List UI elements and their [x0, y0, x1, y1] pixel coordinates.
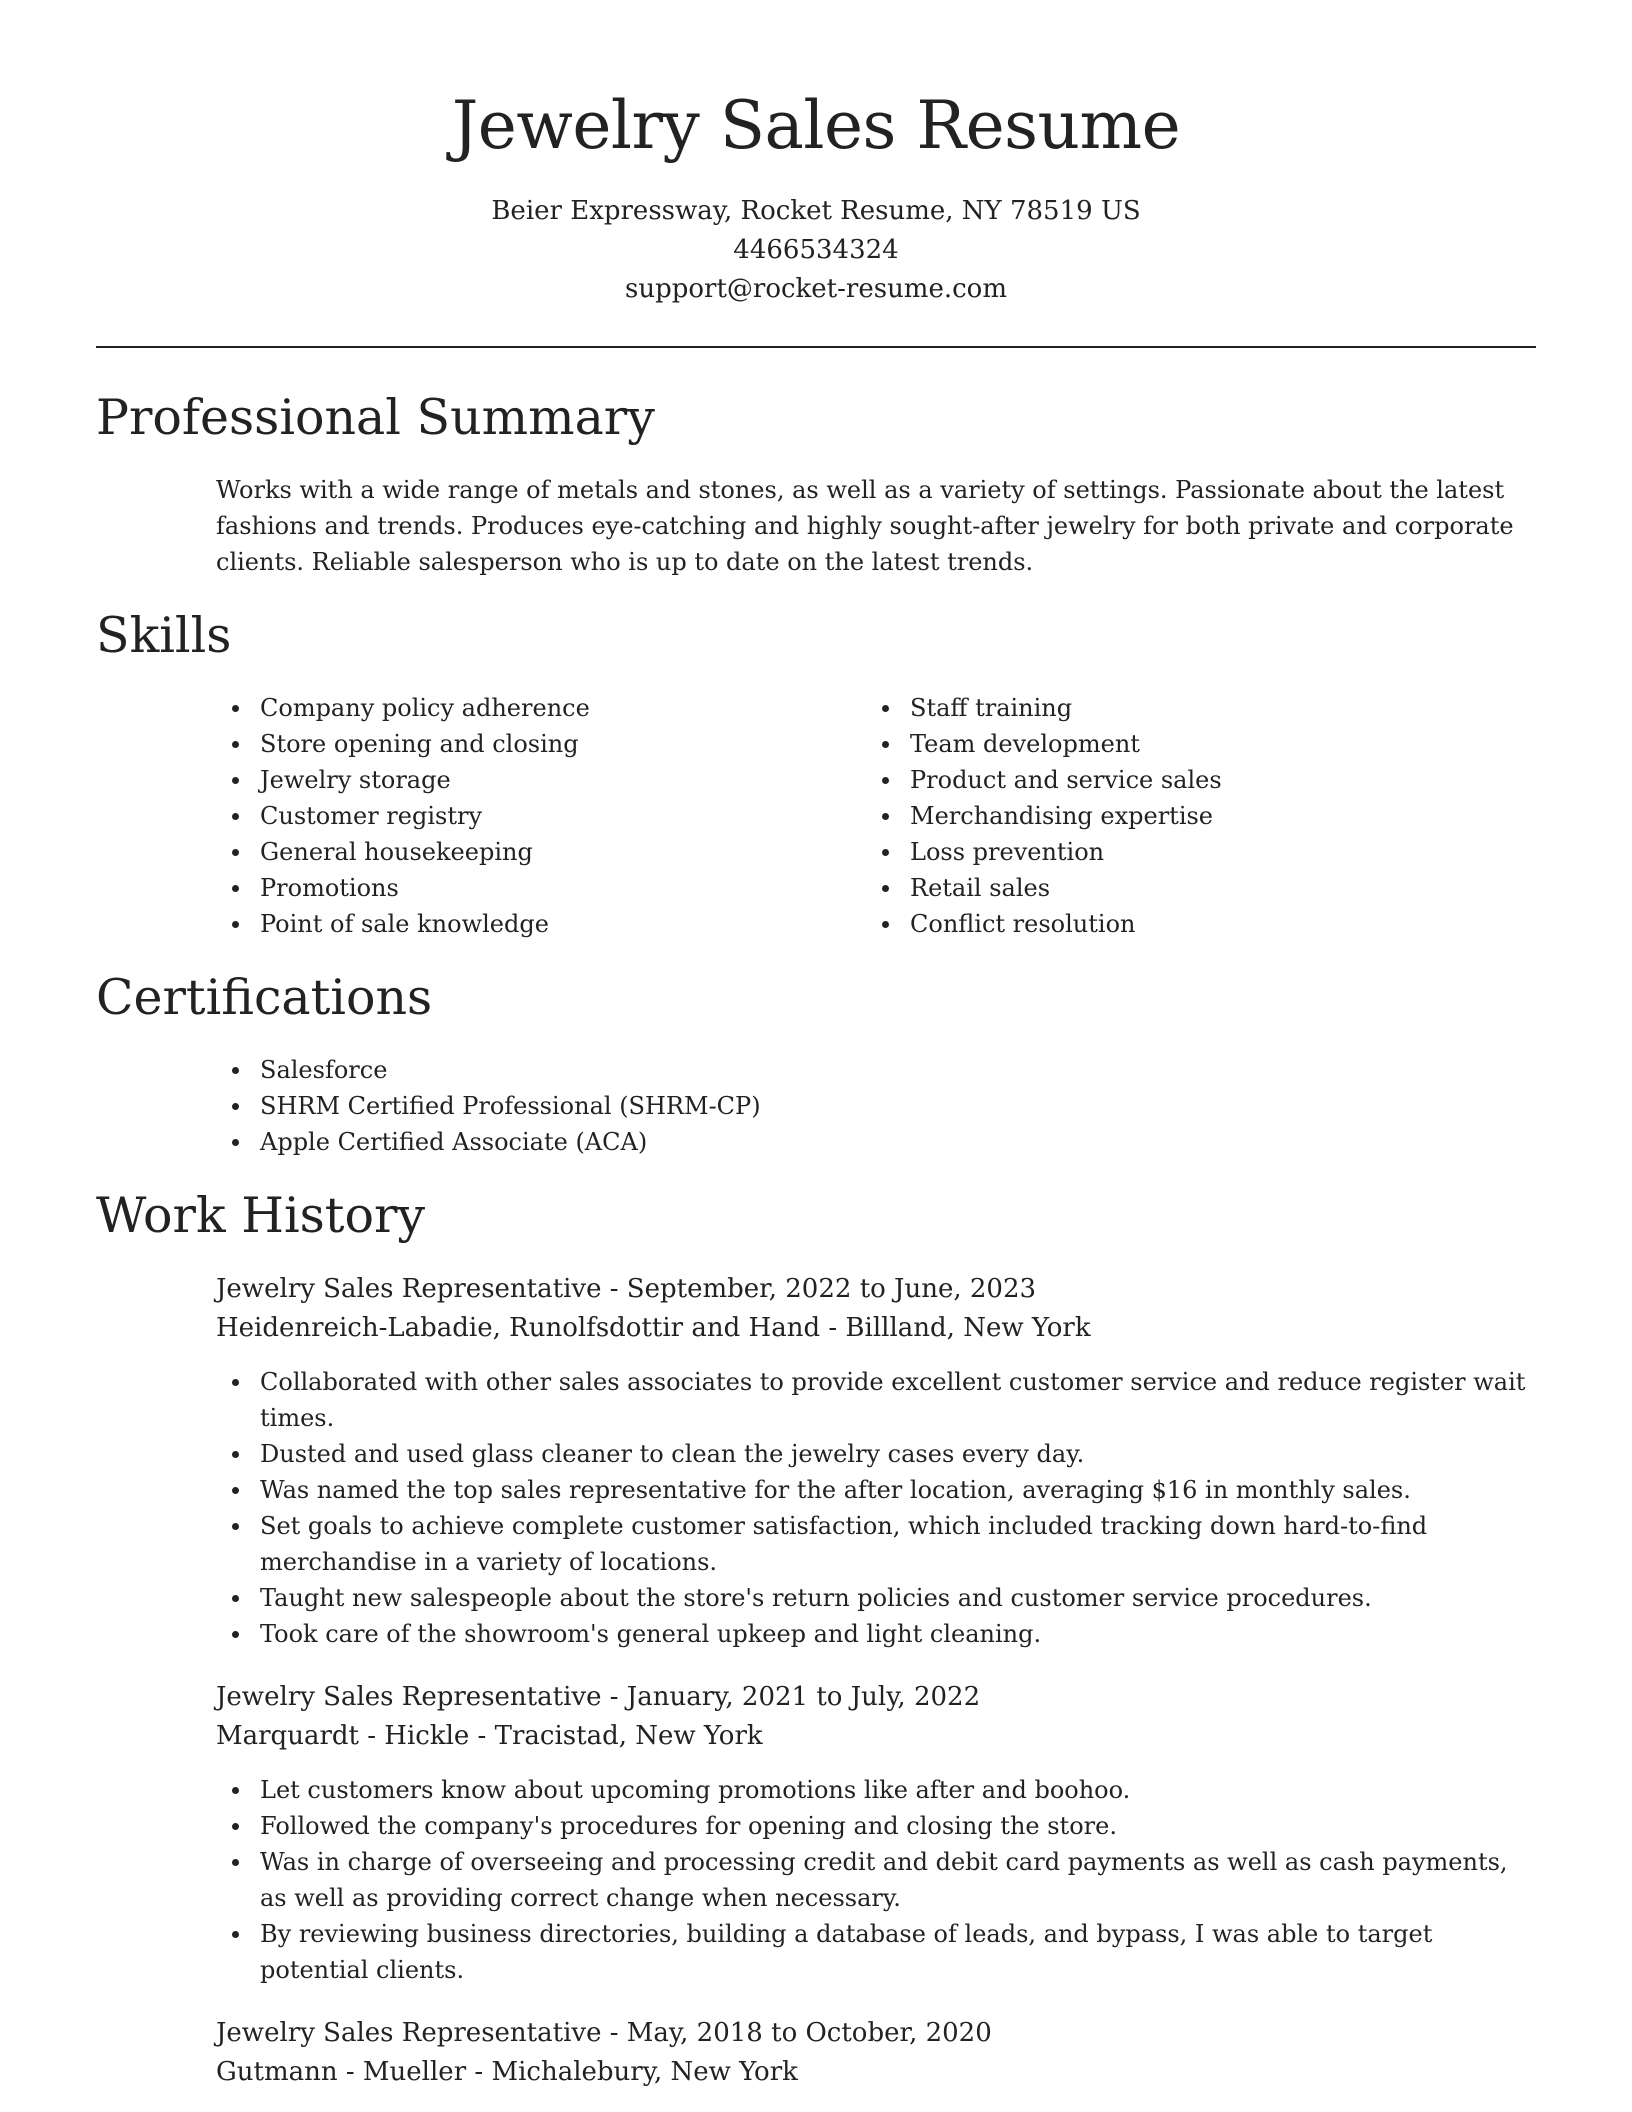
skills-list [216, 690, 1536, 942]
skills-column-right [866, 690, 1516, 942]
skill-item: General housekeeping [216, 834, 866, 870]
skill-item: Loss prevention [866, 834, 1516, 870]
summary-text: Works with a wide range of metals and stones, as well as a variety of settings. Passionate about the latest fashions and trends. Produces eye-catching and highly sought-after jewelry for both private and corporate clients. Reliable salesperson who is up to date on the latest trends. [216, 476, 1514, 576]
job-dates: May, 2018 to October, 2020 [626, 2018, 992, 2048]
job-dates: January, 2021 to July, 2022 [626, 1682, 981, 1712]
contact-address: Beier Expressway, Rocket Resume, NY 78519 US [491, 196, 1141, 226]
skill-item: Company policy adherence [216, 690, 866, 726]
job-entry [216, 1270, 1536, 1652]
job-title-line: Jewelry Sales Representative - September, 2022 to June, 2023 [216, 1274, 1037, 1304]
skill-item: Conflict resolution [866, 906, 1516, 942]
skill-item: Merchandising expertise [866, 798, 1516, 834]
job-entry [216, 1678, 1536, 1988]
job-duty: Set goals to achieve complete customer satisfaction, which included tracking down hard-to-find merchandise in a variety of locations. [216, 1508, 1536, 1580]
job-role: Jewelry Sales Representative [216, 1682, 602, 1712]
work-history-heading: Work History [96, 1187, 426, 1244]
skill-item: Jewelry storage [216, 762, 866, 798]
skill-item: Team development [866, 726, 1516, 762]
job-location: Michalebury, New York [491, 2057, 798, 2087]
certification-item: Apple Certified Associate (ACA) [216, 1124, 1536, 1160]
job-duty: Was in charge of overseeing and processing credit and debit card payments as well as cash payments, as well as providing correct change when necessary. [216, 1844, 1536, 1916]
job-entry [216, 2014, 1536, 2092]
resume-title: Jewelry Sales Resume [451, 87, 1181, 164]
skill-item: Product and service sales [866, 762, 1516, 798]
skill-item: Point of sale knowledge [216, 906, 866, 942]
skill-item: Staff training [866, 690, 1516, 726]
job-duty: Followed the company's procedures for opening and closing the store. [216, 1808, 1536, 1844]
certifications-heading: Certifications [96, 969, 433, 1026]
job-duty: Was named the top sales representative for the after location, averaging $16 in monthly sales. [216, 1472, 1536, 1508]
summary-heading: Professional Summary [96, 389, 655, 446]
job-location: Tracistad, New York [494, 1721, 763, 1751]
job-duty: Let customers know about upcoming promotions like after and boohoo. [216, 1772, 1536, 1808]
certification-item: Salesforce [216, 1052, 1536, 1088]
job-duties-list [216, 1364, 1536, 1652]
job-company: Gutmann - Mueller [216, 2057, 467, 2087]
skill-item: Store opening and closing [216, 726, 866, 762]
job-role: Jewelry Sales Representative [216, 1274, 602, 1304]
skill-item: Retail sales [866, 870, 1516, 906]
resume-header [0, 0, 1632, 309]
job-duty: By reviewing business directories, building a database of leads, and bypass, I was able to target potential clients. [216, 1916, 1536, 1988]
certifications-list [216, 1052, 1536, 1160]
certification-item: SHRM Certified Professional (SHRM-CP) [216, 1088, 1536, 1124]
job-title-line: Jewelry Sales Representative - January, 2021 to July, 2022 [216, 1682, 981, 1712]
job-duties-list [216, 1772, 1536, 1988]
skills-heading: Skills [96, 607, 232, 664]
skills-column-left [216, 690, 866, 942]
skill-item: Promotions [216, 870, 866, 906]
contact-block [0, 192, 1632, 309]
job-duty: Took care of the showroom's general upkeep and light cleaning. [216, 1616, 1536, 1652]
job-company-line: Heidenreich-Labadie, Runolfsdottir and Hand - Billland, New York [216, 1313, 1091, 1343]
job-company-line: Marquardt - Hickle - Tracistad, New York [216, 1721, 763, 1751]
job-duty: Taught new salespeople about the store's return policies and customer service procedures. [216, 1580, 1536, 1616]
job-company-line: Gutmann - Mueller - Michalebury, New York [216, 2057, 798, 2087]
job-duty: Dusted and used glass cleaner to clean the jewelry cases every day. [216, 1436, 1536, 1472]
job-company: Marquardt - Hickle [216, 1721, 470, 1751]
header-divider [96, 346, 1536, 348]
job-role: Jewelry Sales Representative [216, 2018, 602, 2048]
contact-email: support@rocket-resume.com [624, 274, 1007, 304]
job-dates: September, 2022 to June, 2023 [626, 1274, 1037, 1304]
job-title-line: Jewelry Sales Representative - May, 2018 to October, 2020 [216, 2018, 992, 2048]
skill-item: Customer registry [216, 798, 866, 834]
job-company: Heidenreich-Labadie, Runolfsdottir and Hand [216, 1313, 821, 1343]
job-location: Billland, New York [845, 1313, 1091, 1343]
contact-phone: 4466534324 [733, 235, 899, 265]
job-duty: Collaborated with other sales associates to provide excellent customer service and reduce register wait times. [216, 1364, 1536, 1436]
